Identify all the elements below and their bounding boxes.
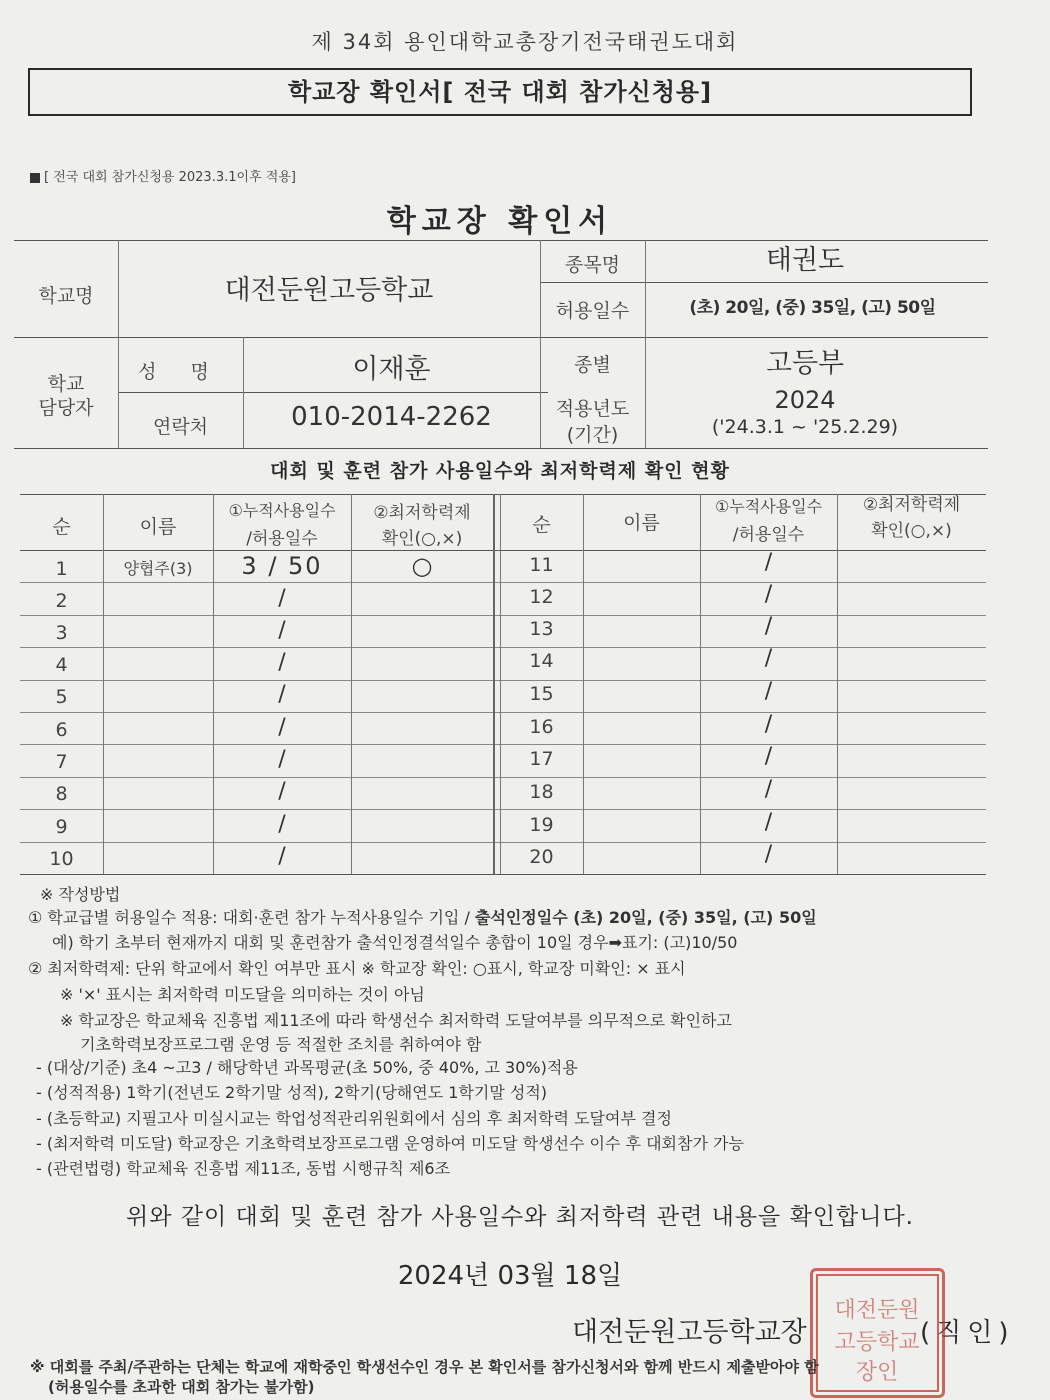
row-no: 3	[55, 622, 68, 644]
svg-text:고등학교: 고등학교	[834, 1330, 920, 1355]
row-check: ○	[411, 552, 433, 580]
seal-graphic	[813, 1271, 942, 1395]
school-value: 대전둔원고등학교	[224, 275, 434, 306]
event-title: 제 34회 용인대학교총장기전국태권도대회	[311, 30, 739, 54]
row-no: 13	[529, 618, 554, 640]
col-check-header-right-1: ②최저학력제	[862, 495, 961, 515]
instruction-line-7: - (대상/기준) 초4 ~고3 / 해당학년 과목평균(초 50%, 중 40%, 고 30%)적용	[36, 1058, 578, 1077]
school-label: 학교명	[38, 285, 94, 307]
instruction-line-10: - (최저학력 미도달) 학교장은 기초학력보장프로그램 운영하여 미도달 학생선수 이수 후 대회참가 가능	[36, 1134, 744, 1153]
row-days: /	[278, 650, 286, 675]
status-row-line	[20, 647, 986, 648]
status-title: 대회 및 훈련 참가 사용일수와 최저학력제 확인 현황	[270, 460, 730, 482]
manager-label-text: 학교 담당자	[38, 373, 94, 419]
svg-text:대전둔원: 대전둔원	[834, 1298, 920, 1323]
banner	[28, 68, 972, 116]
allowed-value: (초) 20일, (중) 35일, (고) 50일	[689, 298, 936, 318]
row-days: /	[278, 586, 286, 611]
col-days-header-1: ①누적사용일수	[228, 501, 336, 520]
row-no: 15	[529, 683, 554, 705]
row-days: /	[764, 646, 773, 671]
status-vline	[103, 494, 104, 874]
banner-title: 학교장 확인서[ 전국 대회 참가신청용]	[287, 78, 713, 106]
col-check-header-right-2: 확인(○,×)	[871, 521, 952, 541]
col-name-header: 이름	[139, 516, 177, 538]
name-label: 성 명	[138, 361, 223, 383]
principal-name: 대전둔원고등학교장	[572, 1317, 807, 1348]
instructions-heading: ※ 작성방법	[40, 885, 121, 904]
row-days: /	[764, 712, 773, 737]
col-days-header-2: /허용일수	[246, 529, 318, 549]
row-days: /	[278, 618, 286, 643]
row-no: 1	[55, 558, 68, 580]
seal-label: (직인)	[920, 1318, 1015, 1348]
status-header-line	[20, 550, 986, 551]
status-row-line	[20, 582, 986, 583]
row-days: /	[764, 842, 773, 867]
row-no: 17	[529, 748, 554, 770]
status-row-line	[20, 809, 986, 810]
year-period: ('24.3.1 ~ '25.2.29)	[711, 416, 899, 438]
top-note	[30, 166, 296, 185]
status-vline	[837, 494, 838, 874]
instruction-line-1b: 출석인정일수 (초) 20일, (중) 35일, (고) 50일	[474, 908, 817, 927]
col-days-header-right-1: ①누적사용일수	[714, 497, 823, 516]
status-vline-center	[493, 494, 495, 874]
row-days: /	[764, 777, 773, 802]
row-days: /	[278, 715, 286, 740]
row-no: 10	[49, 848, 74, 870]
footer-line-2: (허용일수를 초과한 대회 참가는 불가함)	[48, 1378, 315, 1396]
col-no-header-right: 순	[532, 514, 551, 536]
top-note-text: [ 전국 대회 참가신청용 2023.3.1이후 적용]	[44, 170, 296, 185]
year-value: 2024	[774, 386, 836, 414]
instruction-line-4: ※ '×' 표시는 최저학력 미도달을 의미하는 것이 아님	[60, 985, 425, 1004]
sport-value: 태권도	[765, 245, 845, 276]
row-no: 16	[529, 716, 554, 738]
status-row-line	[20, 842, 986, 843]
row-days: /	[764, 582, 773, 607]
header-line-2	[540, 282, 988, 283]
year-label-period: (기간)	[566, 424, 619, 446]
svg-text:장인: 장인	[855, 1360, 899, 1385]
row-name: 양협주(3)	[123, 559, 193, 578]
row-days: /	[278, 844, 286, 869]
instruction-line-6: 기초학력보장프로그램 운영 등 적절한 조치를 취하여야 함	[80, 1035, 482, 1054]
row-days: /	[278, 812, 286, 837]
allowed-label: 허용일수	[555, 300, 630, 322]
row-no: 11	[529, 554, 554, 576]
instruction-line-8: - (성적적용) 1학기(전년도 2학기말 성적), 2학기(당해연도 1학기말 성적)	[36, 1083, 548, 1102]
instruction-line-9: - (초등학교) 지필고사 미실시교는 학업성적관리위원회에서 심의 후 최저학력 도달여부 결정	[36, 1109, 672, 1128]
contact-value: 010-2014-2262	[291, 402, 492, 432]
instruction-line-5: ※ 학교장은 학교체육 진흥법 제11조에 따라 학생선수 최저학력 도달여부를 의무적으로 확인하고	[60, 1011, 732, 1030]
year-label: 적용년도	[555, 398, 630, 420]
row-no: 2	[55, 590, 68, 612]
row-days: /	[764, 810, 773, 835]
name-value: 이재훈	[352, 354, 431, 385]
col-check-header-1: ②최저학력제	[373, 503, 471, 523]
status-row-line	[20, 615, 986, 616]
header-line-3	[14, 337, 988, 338]
form-title: 학교장 확인서	[386, 204, 614, 239]
header-line-4	[118, 392, 548, 393]
instruction-line-2: 예) 학기 초부터 현재까지 대회 및 훈련참가 출석인정결석일수 총합이 10일 경우➡표기: (고)10/50	[52, 933, 738, 952]
footer-line-1: ※ 대회를 주최/주관하는 단체는 학교에 재학중인 학생선수인 경우 본 확인서를 참가신청서와 함께 반드시 제출받아야 함	[30, 1358, 819, 1376]
status-vline	[583, 494, 584, 874]
instruction-line-1a: ① 학교급별 허용일수 적용: 대회·훈련 참가 누적사용일수 기입 /	[28, 908, 475, 927]
col-name-header-right: 이름	[623, 512, 660, 534]
row-days: /	[278, 779, 286, 804]
row-no: 19	[529, 814, 554, 836]
school-seal	[810, 1268, 945, 1398]
instruction-line-1	[28, 905, 817, 928]
row-days: /	[764, 744, 773, 769]
status-vline	[351, 494, 352, 874]
row-days: /	[764, 679, 773, 704]
status-bottom-line	[20, 874, 986, 875]
date: 2024년 03월 18일	[397, 1261, 623, 1291]
col-check-header-2: 확인(○,×)	[381, 529, 463, 549]
row-no: 4	[55, 654, 68, 676]
row-no: 7	[55, 751, 68, 773]
col-no-header: 순	[52, 516, 71, 538]
status-row-line	[20, 712, 986, 713]
status-row-line	[20, 680, 986, 681]
header-bottom-line	[14, 448, 988, 449]
row-days: /	[278, 747, 286, 772]
row-no: 6	[55, 719, 68, 741]
instruction-line-11: - (관련법령) 학교체육 진흥법 제11조, 동법 시행규칙 제6조	[36, 1159, 451, 1178]
row-days: /	[278, 682, 286, 707]
division-value: 고등부	[765, 348, 845, 379]
division-label: 종별	[574, 354, 611, 376]
row-days: /	[764, 550, 773, 575]
row-no: 14	[529, 650, 554, 672]
row-no: 18	[529, 781, 554, 803]
confirmation-text: 위와 같이 대회 및 훈련 참가 사용일수와 최저학력 관련 내용을 확인합니다.	[126, 1204, 914, 1230]
sport-label: 종목명	[564, 254, 621, 276]
instruction-line-3: ② 최저학력제: 단위 학교에서 확인 여부만 표시 ※ 학교장 확인: ○표시, 학교장 미확인: × 표시	[28, 959, 686, 978]
manager-label	[14, 372, 118, 420]
row-no: 9	[55, 816, 68, 838]
row-days: 3 / 50	[241, 552, 323, 580]
row-no: 20	[529, 846, 554, 868]
contact-label: 연락처	[152, 416, 209, 438]
status-row-line	[20, 744, 986, 745]
status-row-line	[20, 777, 986, 778]
col-days-header-right-2: /허용일수	[732, 525, 805, 545]
row-days: /	[764, 614, 773, 639]
square-bullet-icon	[30, 173, 40, 183]
row-no: 8	[55, 783, 68, 805]
row-no: 5	[55, 686, 68, 708]
row-no: 12	[529, 586, 554, 608]
